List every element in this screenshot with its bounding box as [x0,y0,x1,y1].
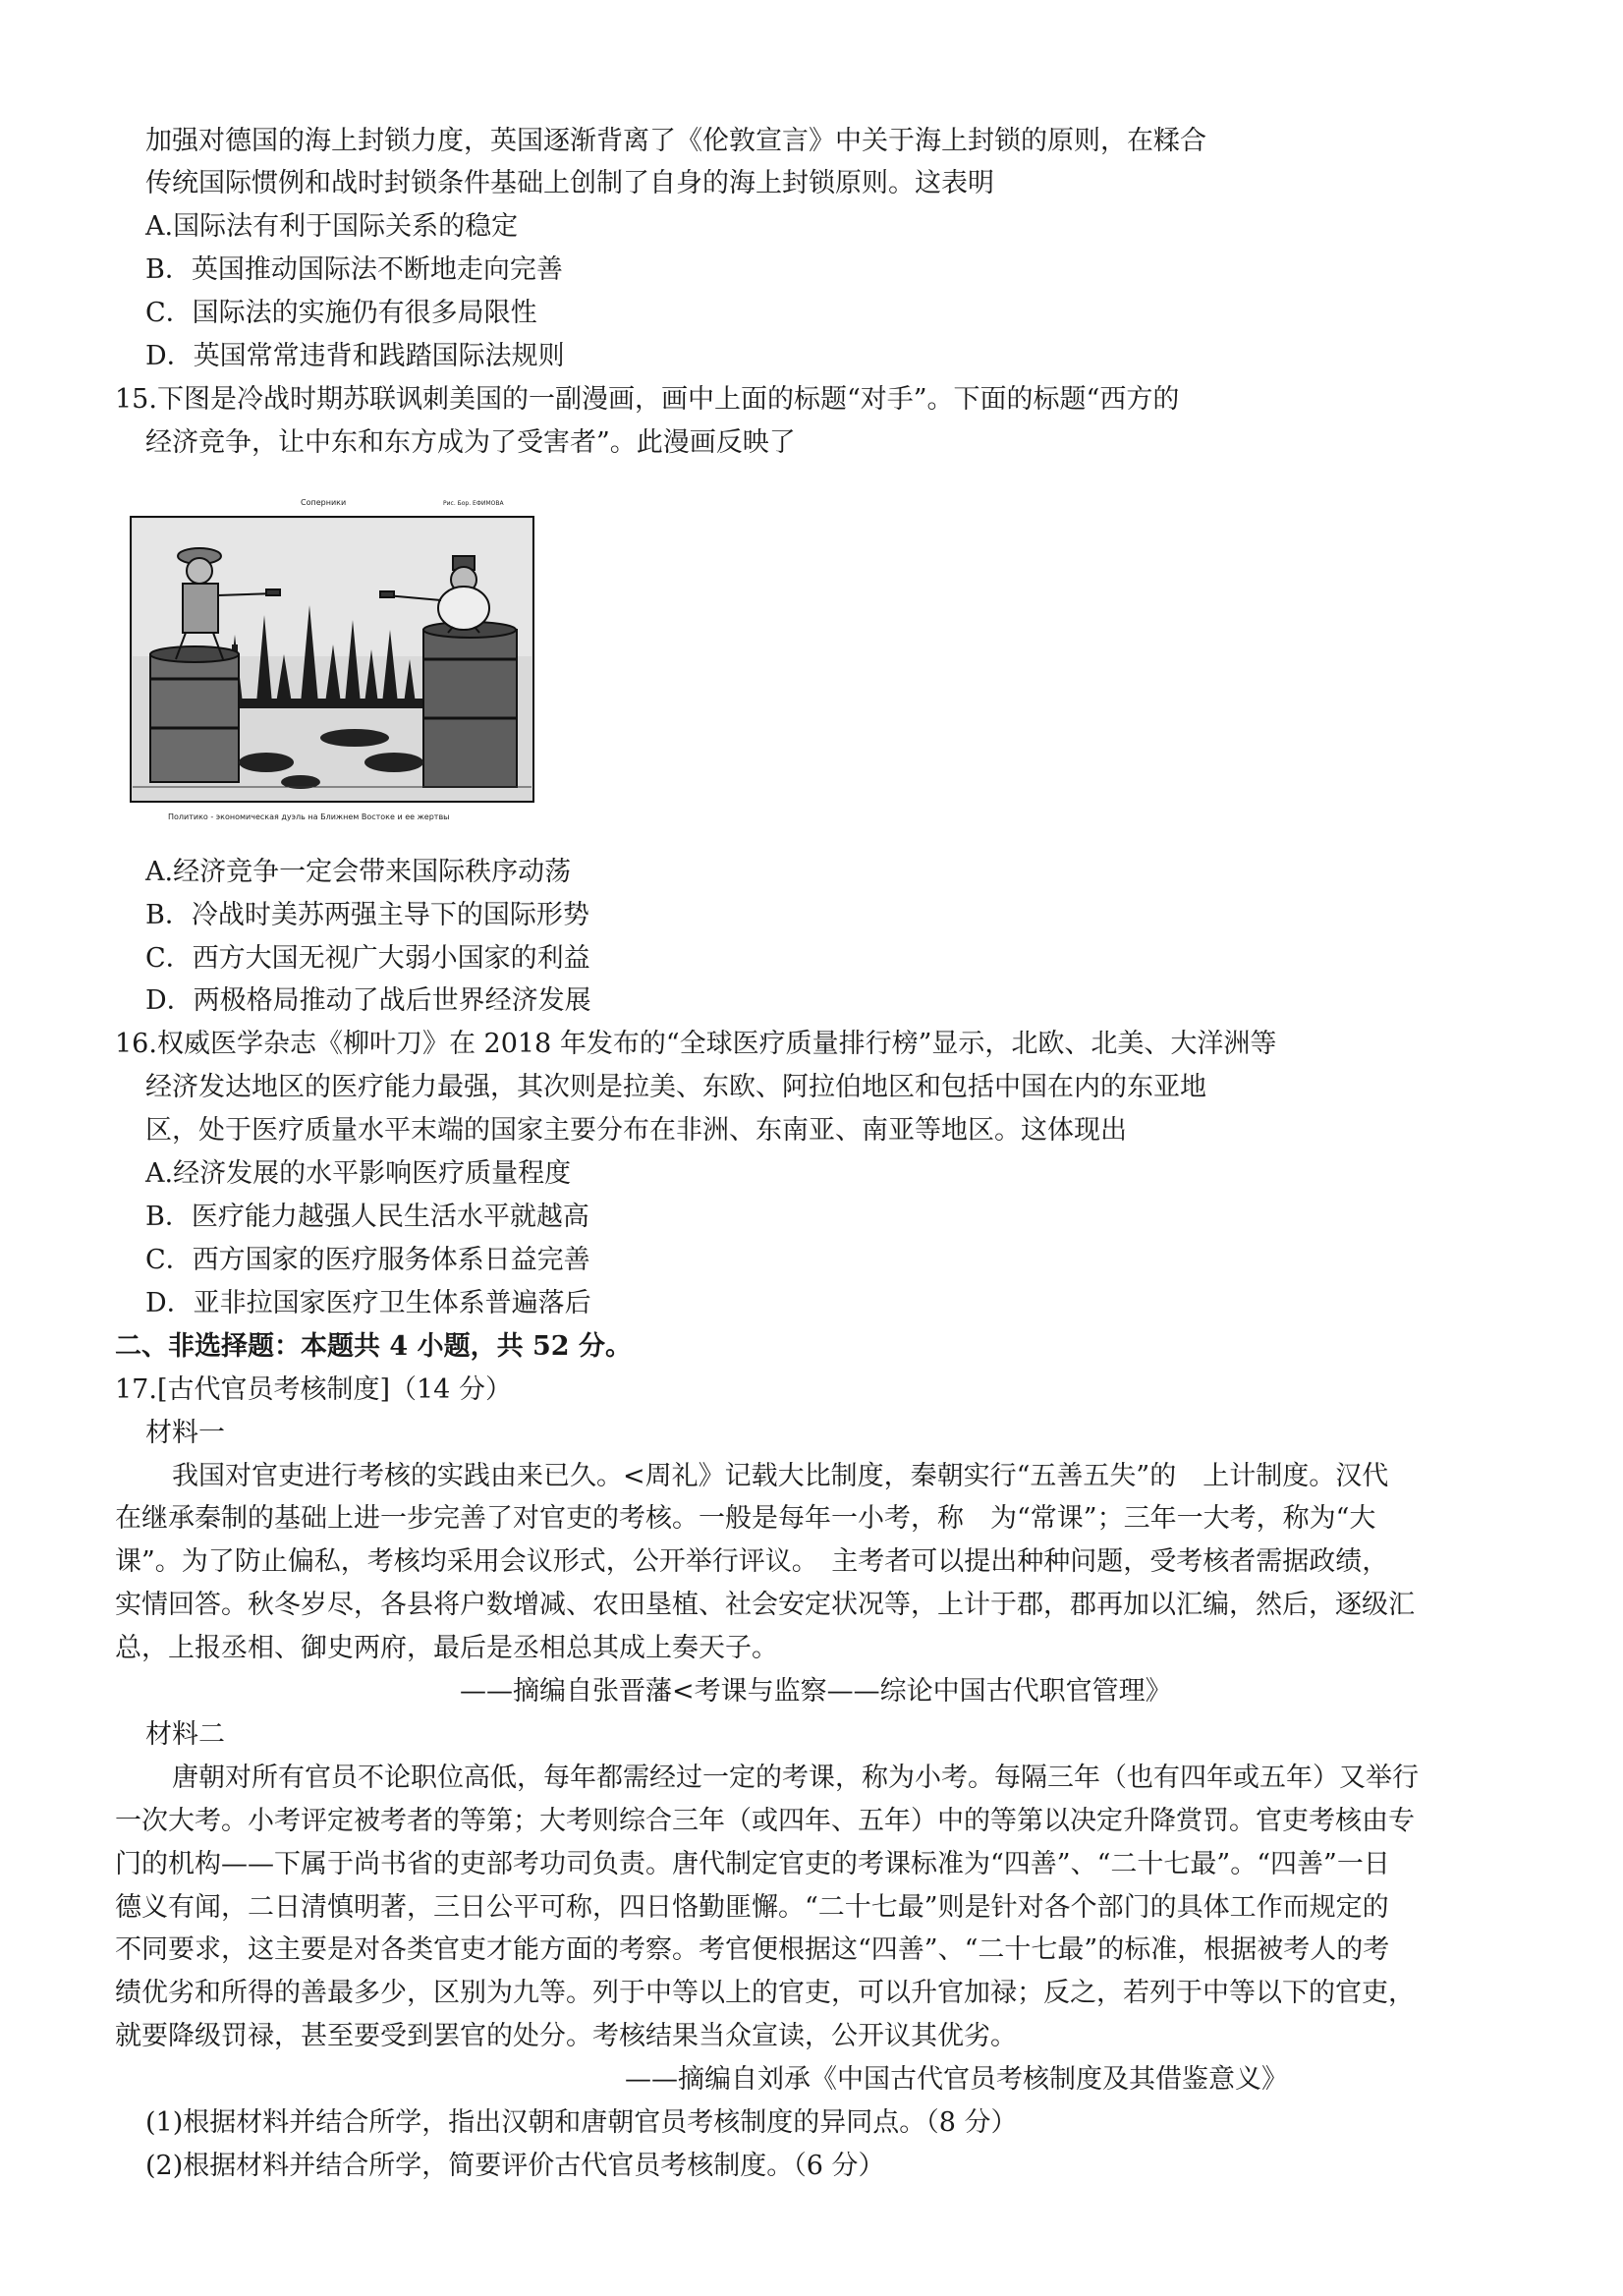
material-one-line-5: 总，上报丞相、御史两府，最后是丞相总其成上奏天子。 [115,1633,778,1663]
q14-option-c: C．国际法的实施仍有很多局限性 [145,298,537,328]
section-heading: 二、非选择题：本题共 4 小题，共 52 分。 [115,1331,632,1362]
q15-option-b: B．冷战时美苏两强主导下的国际形势 [145,900,589,930]
q15-option-d: D．两极格局推动了战后世界经济发展 [145,985,591,1016]
material-one-source: ——摘编自张晋藩<考课与监察——综论中国古代职官管理》 [460,1676,1172,1707]
material-one-label: 材料一 [145,1418,225,1448]
q17-subquestion-2: (2)根据材料并结合所学，简要评价古代官员考核制度。（6 分） [145,2151,885,2181]
cartoon-title: Соперники [301,498,347,507]
material-one-line-1: 我国对官吏进行考核的实践由来已久。<周礼》记载大比制度，秦朝实行“五善五失”的 上计制度。汉代 [172,1461,1389,1491]
soviet-cartoon-image [129,497,536,826]
material-two-line-1: 唐朝对所有官员不论职位高低，每年都需经过一定的考课，称为小考。每隔三年（也有四年或五年）又举行 [172,1763,1419,1793]
q17-subquestion-1: (1)根据材料并结合所学，指出汉朝和唐朝官员考核制度的异同点。（8 分） [145,2107,1018,2138]
material-two-line-2: 一次大考。小考评定被考者的等第；大考则综合三年（或四年、五年）中的等第以决定升降赏罚。官吏考核由专 [115,1806,1415,1836]
q14-stem-line-2: 传统国际惯例和战时封锁条件基础上创制了自身的海上封锁原则。这表明 [145,168,994,198]
q16-option-a: A.经济发展的水平影响医疗质量程度 [145,1158,572,1189]
q15-option-c: C．西方大国无视广大弱小国家的利益 [145,943,590,974]
cartoon-artist: Рис. Бор. ЕФИМОВА [443,500,504,507]
material-one-line-4: 实情回答。秋冬岁尽，各县将户数增减、农田垦植、社会安定状况等，上计于郡，郡再加以汇编，然后，逐级汇 [115,1590,1415,1620]
cartoon-caption: Политико - экономическая дуэль на Ближнем Востоке и ее жертвы [168,812,450,821]
q15-stem-line-2: 经济竞争，让中东和东方成为了受害者”。此漫画反映了 [145,427,796,458]
q14-option-a: A.国际法有利于国际关系的稳定 [145,211,519,242]
q16-stem-line-2: 经济发达地区的医疗能力最强，其次则是拉美、东欧、阿拉伯地区和包括中国在内的东亚地 [145,1072,1206,1102]
q16-stem-line-3: 区，处于医疗质量水平末端的国家主要分布在非洲、东南亚、南亚等地区。这体现出 [145,1115,1127,1146]
material-two-line-6: 绩优劣和所得的善最多少，区别为九等。列于中等以上的官吏，可以升官加禄；反之，若列于中等以下的官吏， [115,1978,1415,2008]
q16-option-d: D．亚非拉国家医疗卫生体系普遍落后 [145,1288,591,1318]
material-two-line-4: 德义有闻，二日清慎明著，三日公平可称，四日恪勤匪懈。“二十七最”则是针对各个部门的具体工作而规定的 [115,1892,1389,1923]
material-two-label: 材料二 [145,1719,225,1750]
q15-option-a: A.经济竞争一定会带来国际秩序动荡 [145,857,572,887]
q16-stem-line-1: 16.权威医学杂志《柳叶刀》在 2018 年发布的“全球医疗质量排行榜”显示，北欧、北美、大洋洲等 [115,1029,1277,1059]
material-two-line-3: 门的机构——下属于尚书省的吏部考功司负责。唐代制定官吏的考课标准为“四善”、“二十七最”。“四善”一日 [115,1849,1390,1879]
q14-option-b: B．英国推动国际法不断地走向完善 [145,254,563,285]
material-two-line-5: 不同要求，这主要是对各类官吏才能方面的考察。考官便根据这“四善”、“二十七最”的标准，根据被考人的考 [115,1934,1390,1965]
q17-title: 17.[古代官员考核制度]（14 分） [115,1374,512,1405]
q14-option-d: D．英国常常违背和践踏国际法规则 [145,341,565,371]
material-one-line-3: 课”。为了防止偏私，考核均采用会议形式，公开举行评议。 主考者可以提出种种问题，受考核者需据政绩， [115,1546,1389,1577]
material-two-line-7: 就要降级罚禄，甚至要受到罢官的处分。考核结果当众宣读，公开议其优劣。 [115,2021,1017,2051]
q16-option-b: B．医疗能力越强人民生活水平就越高 [145,1202,589,1232]
q14-stem-line-1: 加强对德国的海上封锁力度，英国逐渐背离了《伦敦宣言》中关于海上封锁的原则，在糅合 [145,126,1206,156]
q15-stem-line-1: 15.下图是冷战时期苏联讽刺美国的一副漫画，画中上面的标题“对手”。下面的标题“西方的 [115,384,1180,415]
material-two-source: ——摘编自刘承《中国古代官员考核制度及其借鉴意义》 [625,2064,1288,2095]
q16-option-c: C．西方国家的医疗服务体系日益完善 [145,1245,590,1275]
material-one-line-2: 在继承秦制的基础上进一步完善了对官吏的考核。一般是每年一小考，称 为“常课”；三年一大考，称为“大 [115,1503,1376,1534]
